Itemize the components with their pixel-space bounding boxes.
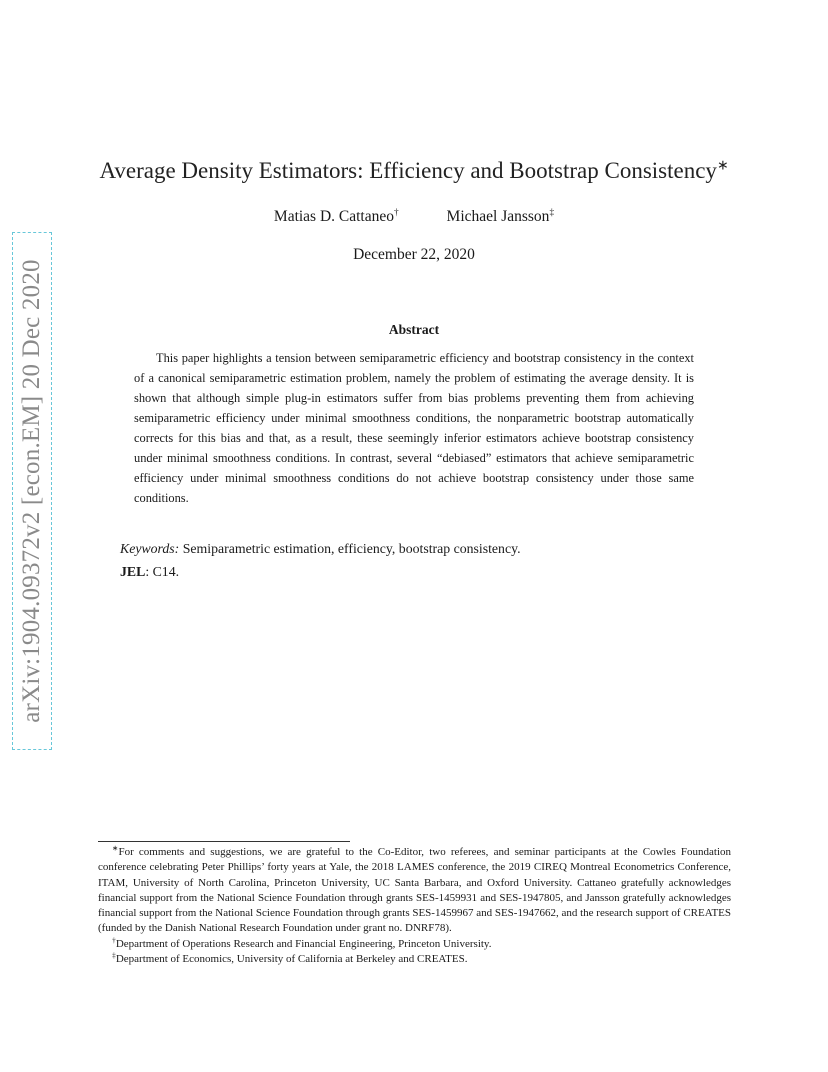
footnote-text: For comments and suggestions, we are grateful to the Co-Editor, two referees, and seminar participants at the Cowles Foundation conference celebrating Peter Phillips’ forty years at Yale, the 2018 LAMES conference, the 2019 CIREQ Montreal Econometrics Conference, ITAM, University of North Carolina, Princeton University, UC Santa Barbara, and Oxford University. Cattaneo gratefully acknowledges financial support from the National Science Foundation through grants SES-1459931 and SES-1947805, and Jansson gratefully acknowledges financial support from the National Science Foundation through grants SES-1459967 and SES-1947662, and the research support of CREATES (funded by the Danish National Research Foundation under grant no. DNRF78). [98, 846, 732, 935]
paper-title [0, 158, 828, 184]
footnote-mark: ∗ [112, 843, 119, 853]
footnote-text: Department of Operations Research and Financial Engineering, Princeton University. [115, 937, 492, 950]
footnote-cattaneo-affiliation [98, 937, 731, 952]
keywords-line [120, 541, 720, 557]
footnote-mark: † [112, 935, 116, 945]
author-name: Matias D. Cattaneo [273, 208, 395, 225]
title-text: Average Density Estimators: Efficiency and Bootstrap Consistency [99, 158, 717, 183]
author-list [0, 208, 828, 226]
arxiv-identifier: arXiv:1904.09372v2 [econ.EM] 20 Dec 2020 [18, 259, 45, 723]
title-footnote-mark: ∗ [716, 157, 729, 173]
author-name: Michael Jansson [446, 208, 550, 225]
footnote-divider [98, 841, 350, 842]
footnote-text: Department of Economics, University of California at Berkeley and CREATES. [115, 953, 468, 966]
keywords-text: Semiparametric estimation, efficiency, bootstrap consistency. [182, 541, 521, 556]
abstract-body: This paper highlights a tension between semiparametric efficiency and bootstrap consistency in the context of a canonical semiparametric estimation problem, namely the problem of estimating the average density. It is shown that although simple plug-in estimators suffer from bias problems preventing them from achieving semiparametric efficiency under minimal smoothness conditions, the nonparametric bootstrap automatically corrects for this bias and that, as a result, these seemingly inferior estimators achieve bootstrap consistency under minimal smoothness conditions. In contrast, several “debiased” estimators that achieve semiparametric efficiency under minimal smoothness conditions do not achieve bootstrap consistency under those same conditions. [134, 351, 694, 505]
footnote-acknowledgements [98, 845, 731, 937]
footnote-jansson-affiliation [98, 952, 731, 967]
author-footnote-mark: † [394, 207, 399, 218]
author-cattaneo [274, 208, 399, 226]
footnote-mark: ‡ [112, 950, 116, 960]
footnotes [98, 845, 731, 967]
author-footnote-mark: ‡ [549, 207, 555, 218]
author-jansson [447, 208, 555, 226]
jel-label: JEL [120, 564, 146, 579]
jel-line [120, 564, 720, 580]
abstract-heading: Abstract [388, 322, 440, 337]
keywords-label: Keywords: [120, 541, 180, 556]
arxiv-stamp [12, 232, 52, 750]
paper-date: December 22, 2020 [353, 246, 475, 263]
jel-text: : C14. [145, 564, 180, 579]
